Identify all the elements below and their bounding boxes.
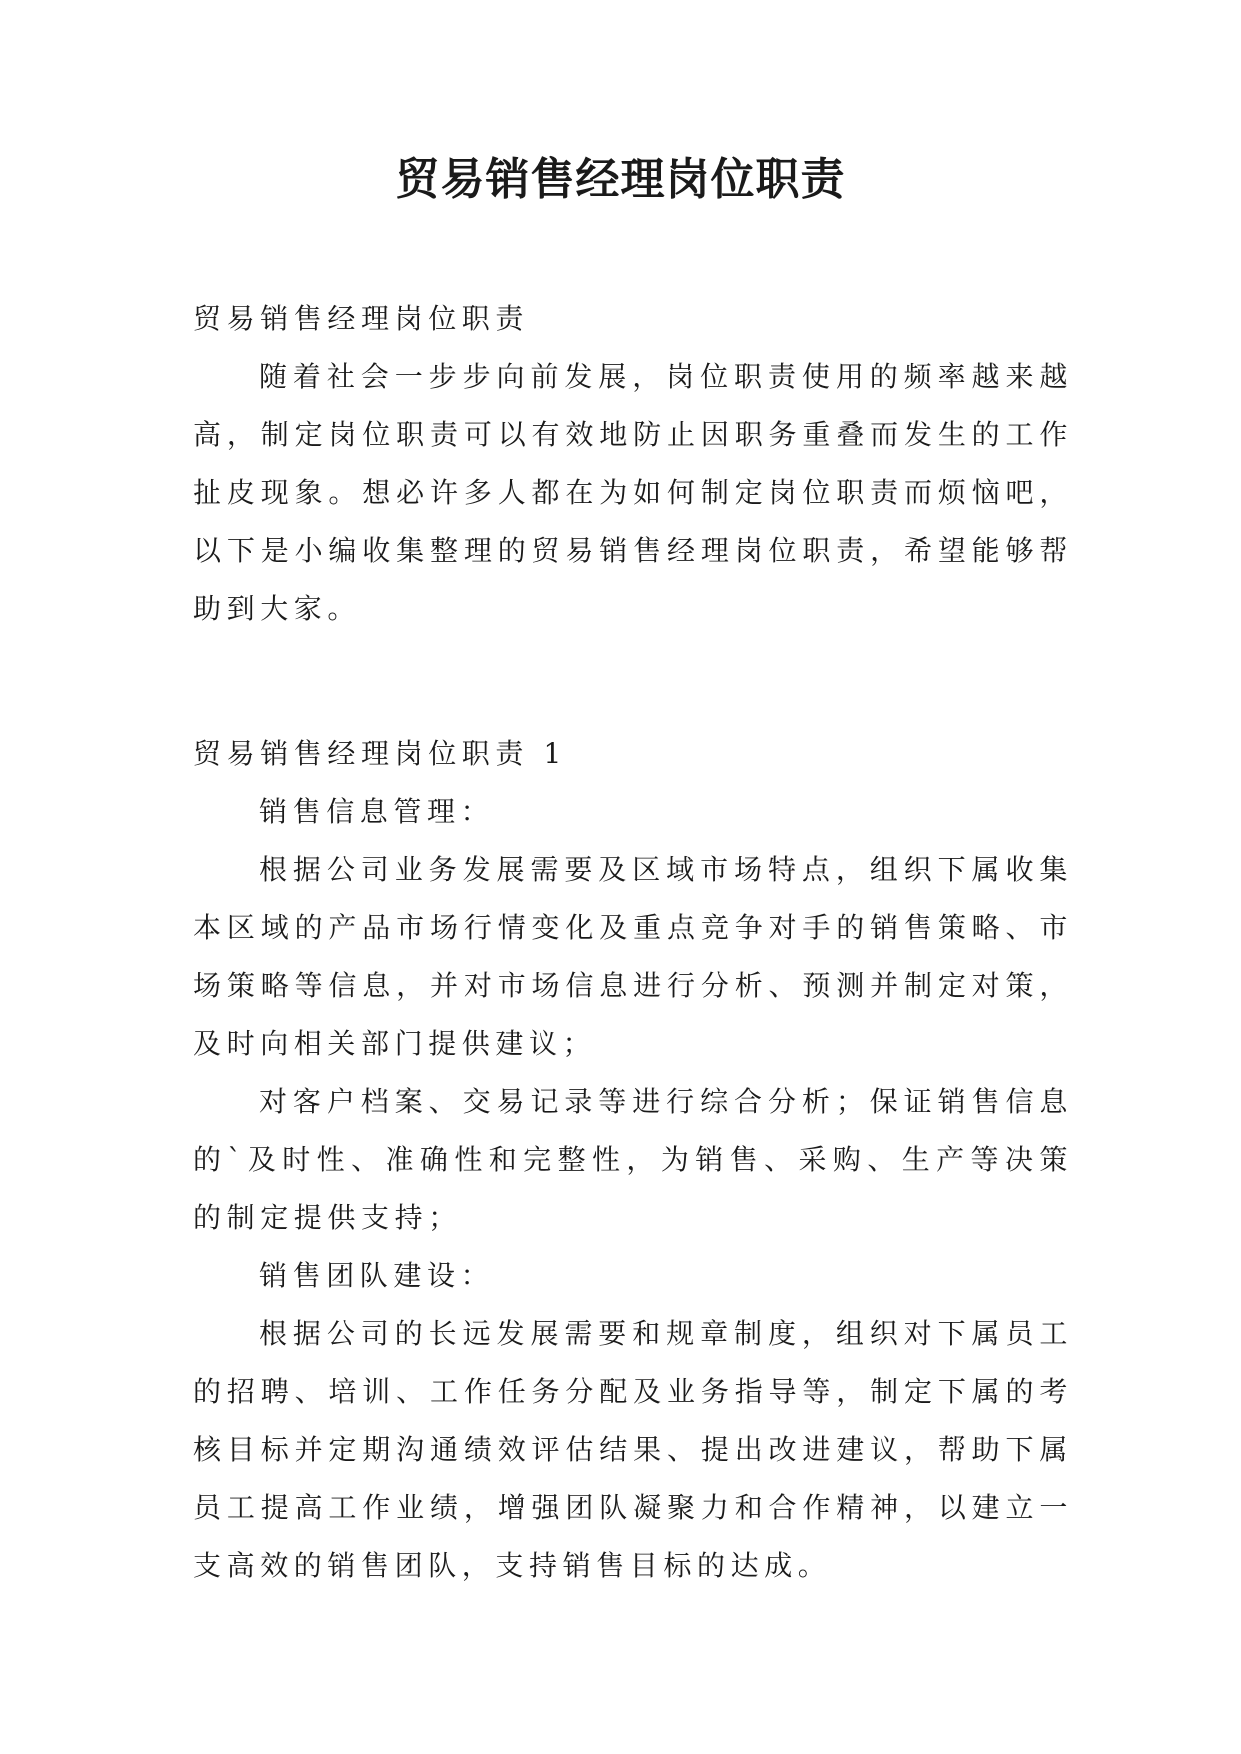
document-title: 贸易销售经理岗位职责 [395, 154, 846, 205]
section-spacer [193, 638, 1073, 725]
intro-heading: 贸易销售经理岗位职责 [193, 302, 530, 335]
subheading-sales-info: 销售信息管理： [259, 795, 495, 828]
section-heading: 贸易销售经理岗位职责 1 [193, 737, 567, 770]
document-body [193, 290, 1073, 1595]
paragraph-sales-info-1: 根据公司业务发展需要及区域市场特点，组织下属收集本区域的产品市场行情变化及重点竞争对手的销售策略、市场策略等信息，并对市场信息进行分析、预测并制定对策，及时向相关部门提供建议； [193, 853, 1073, 1060]
intro-paragraph: 随着社会一步步向前发展，岗位职责使用的频率越来越高，制定岗位职责可以有效地防止因职务重叠而发生的工作扯皮现象。想必许多人都在为如何制定岗位职责而烦恼吧，以下是小编收集整理的贸易销售经理岗位职责，希望能够帮助到大家。 [193, 360, 1073, 625]
paragraph-sales-team-1: 根据公司的长远发展需要和规章制度，组织对下属员工的招聘、培训、工作任务分配及业务指导等，制定下属的考核目标并定期沟通绩效评估结果、提出改进建议，帮助下属员工提高工作业绩，增强团队凝聚力和合作精神，以建立一支高效的销售团队，支持销售目标的达成。 [193, 1317, 1073, 1582]
subheading-sales-team: 销售团队建设： [259, 1259, 495, 1292]
paragraph-sales-info-2: 对客户档案、交易记录等进行综合分析；保证销售信息的`及时性、准确性和完整性，为销售、采购、生产等决策的制定提供支持； [193, 1085, 1073, 1234]
